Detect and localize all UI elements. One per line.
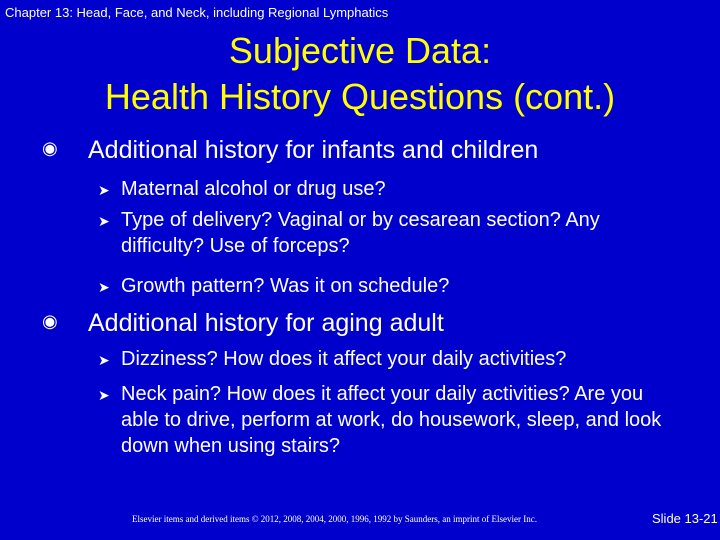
list-item <box>98 176 681 202</box>
list-item-text: Maternal alcohol or drug use? <box>121 178 386 200</box>
slide-title-line-1: Subjective Data: <box>228 30 492 71</box>
section-heading-aging-adult <box>42 309 444 338</box>
arrowhead-bullet-icon: ➤ <box>98 182 110 198</box>
list-item <box>98 381 681 459</box>
chapter-header: Chapter 13: Head, Face, and Neck, including Regional Lymphatics <box>5 5 389 20</box>
arrowhead-bullet-icon: ➤ <box>98 213 110 229</box>
slide-number: Slide 13-21 <box>652 511 718 526</box>
list-item-text: Neck pain? How does it affect your daily activities? Are you able to drive, perform at work, do housework, sleep, and look down when using stairs? <box>121 383 662 457</box>
list-item-text: Growth pattern? Was it on schedule? <box>121 275 450 297</box>
copyright-notice: Elsevier items and derived items © 2012, 2008, 2004, 2000, 1996, 1992 by Saunders, an imprint of Elsevier Inc. <box>132 514 538 524</box>
list-item-text: Type of delivery? Vaginal or by cesarean section? Any difficulty? Use of forceps? <box>121 209 600 257</box>
list-item <box>98 346 681 372</box>
section-heading-label: Additional history for aging adult <box>88 309 444 337</box>
slide-title <box>0 28 720 120</box>
list-item-text: Dizziness? How does it affect your daily activities? <box>121 348 567 370</box>
arrowhead-bullet-icon: ➤ <box>98 387 110 403</box>
arrowhead-bullet-icon: ➤ <box>98 279 110 295</box>
section-heading-infants <box>42 136 538 165</box>
section-heading-label: Additional history for infants and children <box>88 136 539 164</box>
stick-figure-bullet-icon: ◉ <box>42 137 58 158</box>
list-item <box>98 273 681 299</box>
arrowhead-bullet-icon: ➤ <box>98 352 110 368</box>
list-item <box>98 207 681 259</box>
stick-figure-bullet-icon: ◉ <box>42 310 58 331</box>
slide-title-line-2: Health History Questions (cont.) <box>104 76 616 117</box>
